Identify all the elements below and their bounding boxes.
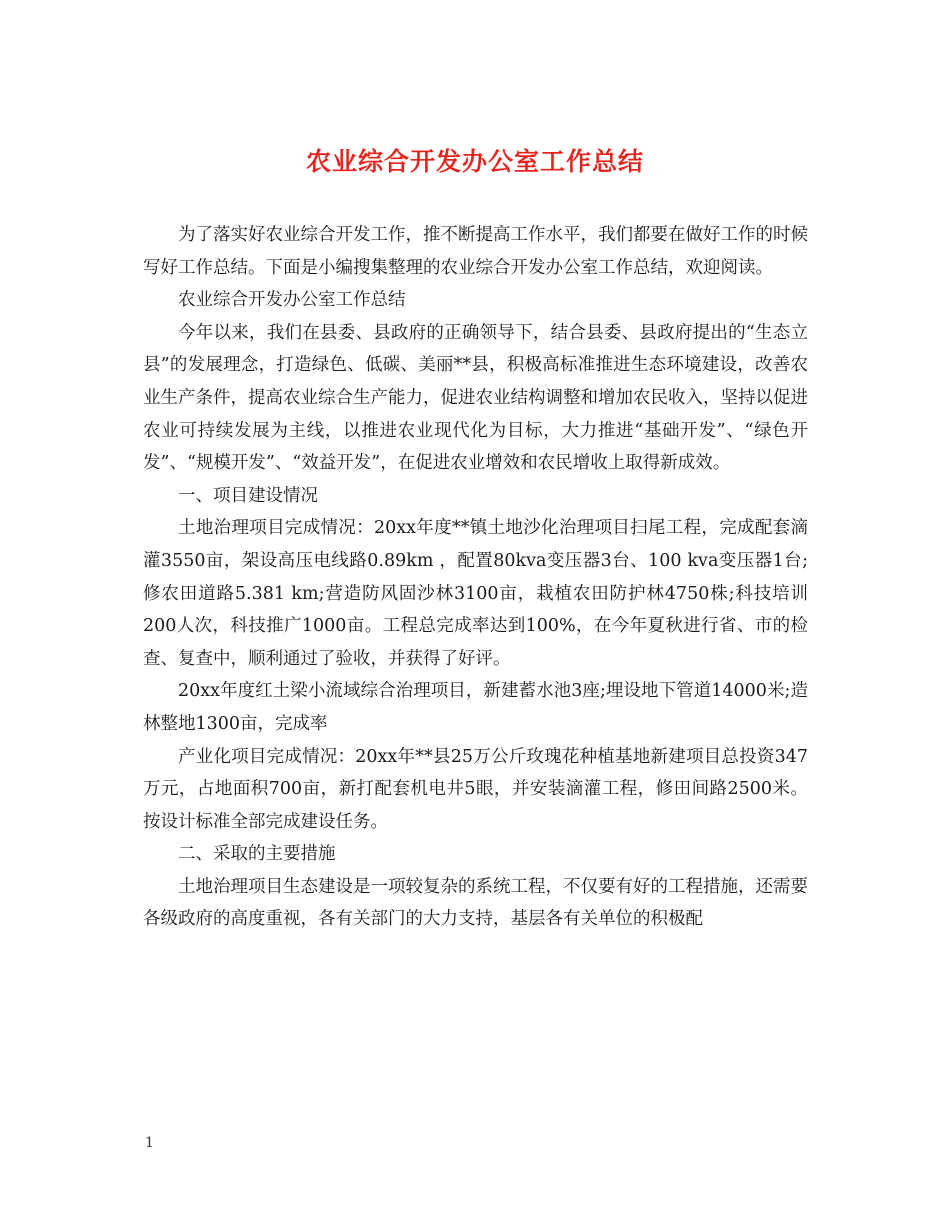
section-heading-1: 一、项目建设情况 bbox=[178, 485, 318, 506]
page-number: 1 bbox=[145, 1135, 154, 1151]
paragraph-subtitle: 农业综合开发办公室工作总结 bbox=[178, 290, 406, 311]
paragraph-measures: 土地治理项目生态建设是一项较复杂的系统工程，不仅要有好的工程措施，还需要各级政府的高度重视，各有关部门的大力支持，基层各有关单位的积极配 bbox=[143, 876, 808, 930]
paragraph-watershed-project: 20xx年度红土梁小流域综合治理项目，新建蓄水池3座;埋设地下管道14000米;造林整地1300亩，完成率 bbox=[143, 681, 808, 734]
paragraph-overview: 今年以来，我们在县委、县政府的正确领导下，结合县委、县政府提出的“生态立县”的发展理念，打造绿色、低碳、美丽**县，积极高标准推进生态环境建设，改善农业生产条件，提高农业综合生产能力，促进农业结构调整和增加农民收入，坚持以促进农业可持续发展为主线，以推进农业现代化为目标，大力推进“基础开发”、“绿色开发”、“规模开发”、“效益开发”，在促进农业增效和农民增收上取得新成效。 bbox=[143, 322, 808, 474]
paragraph-industrial-project: 产业化项目完成情况：20xx年**县25万公斤玫瑰花种植基地新建项目总投资347万元，占地面积700亩，新打配套机电井5眼，并安装滴灌工程，修田间路2500米。按设计标准全部完成建设任务。 bbox=[143, 746, 808, 832]
paragraph-intro: 为了落实好农业综合开发工作，推不断提高工作水平，我们都要在做好工作的时候写好工作总结。下面是小编搜集整理的农业综合开发办公室工作总结，欢迎阅读。 bbox=[143, 225, 808, 278]
document-body bbox=[143, 219, 808, 936]
section-heading-2: 二、采取的主要措施 bbox=[178, 844, 336, 865]
paragraph-land-project: 土地治理项目完成情况：20xx年度**镇土地沙化治理项目扫尾工程，完成配套滴灌3550亩，架设高压电线路0.89km ，配置80kva变压器3台、100 kva变压器1台;修农田道路5.381 km;营造防风固沙林3100亩，栽植农田防护林4750株;科技培训200人次，科技推广1000亩。工程总完成率达到100%，在今年夏秋进行省、市的检查、复查中，顺利通过了验收，并获得了好评。 bbox=[143, 518, 808, 669]
document-title: 农业综合开发办公室工作总结 bbox=[305, 147, 644, 176]
